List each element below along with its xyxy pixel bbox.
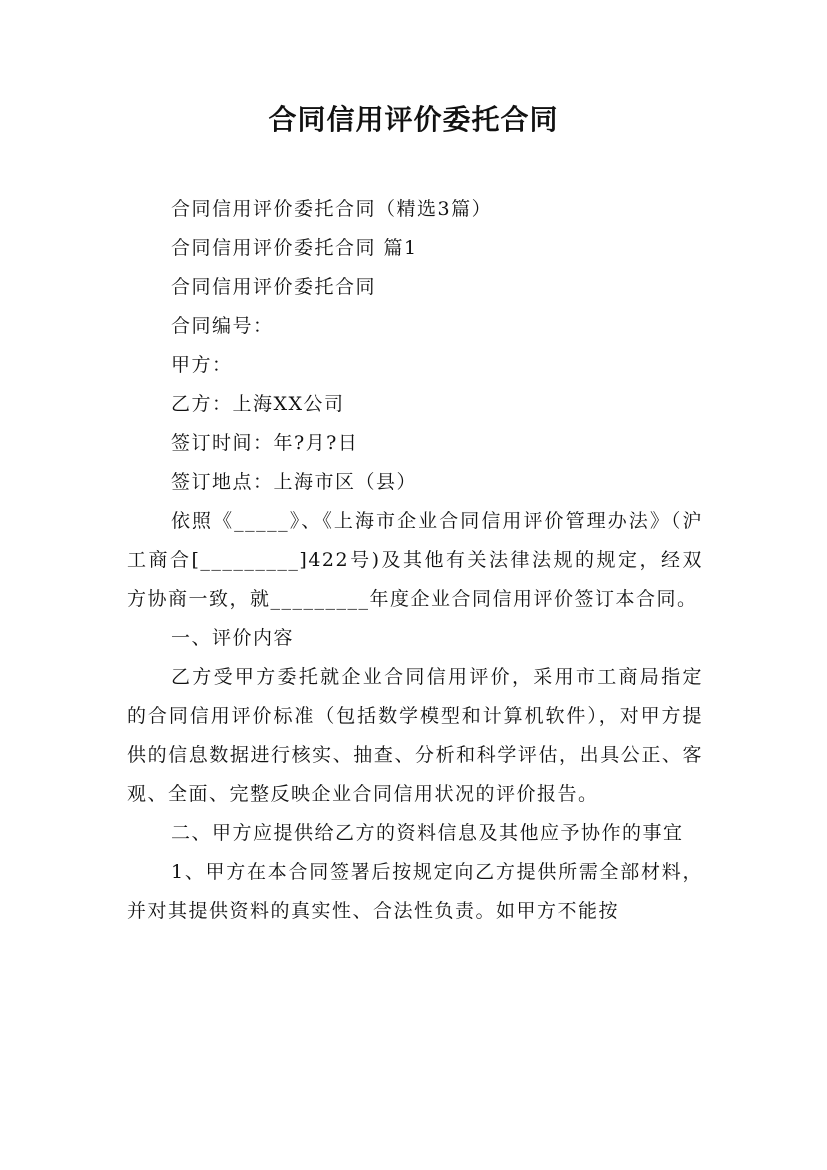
signing-date-line: 签订时间：年?月?日 — [171, 432, 359, 454]
document-body — [127, 190, 703, 931]
paragraph-legal-basis: 依照《_____》、《上海市企业合同信用评价管理办法》（沪工商合[_________]422号)及其他有关法律法规的规定，经双方协商一致，就_________年度企业合同信用评价签订本合同。 — [127, 510, 703, 610]
party-a-line: 甲方： — [171, 354, 233, 376]
contract-name-line: 合同信用评价委托合同 — [171, 276, 377, 298]
signing-place-line: 签订地点：上海市区（县） — [171, 471, 418, 493]
paragraph-clause-1: 1、甲方在本合同签署后按规定向乙方提供所需全部材料，并对其提供资料的真实性、合法性负责。如甲方不能按 — [127, 861, 703, 922]
subtitle-line: 合同信用评价委托合同（精选3篇） — [171, 198, 493, 220]
paragraph-heading-2: 二、甲方应提供给乙方的资料信息及其他应予协作的事宜 — [171, 822, 684, 844]
document-title: 合同信用评价委托合同 — [268, 103, 559, 136]
paragraph-heading-1: 一、评价内容 — [171, 627, 295, 649]
section-heading-line: 合同信用评价委托合同 篇1 — [171, 237, 418, 259]
contract-number-line: 合同编号： — [171, 315, 274, 337]
paragraph-evaluation-content: 乙方受甲方委托就企业合同信用评价，采用市工商局指定的合同信用评价标准（包括数学模型和计算机软件），对甲方提供的信息数据进行核实、抽查、分析和科学评估，出具公正、客观、全面、完整反映企业合同信用状况的评价报告。 — [127, 666, 703, 805]
party-b-line: 乙方：上海XX公司 — [171, 393, 345, 415]
